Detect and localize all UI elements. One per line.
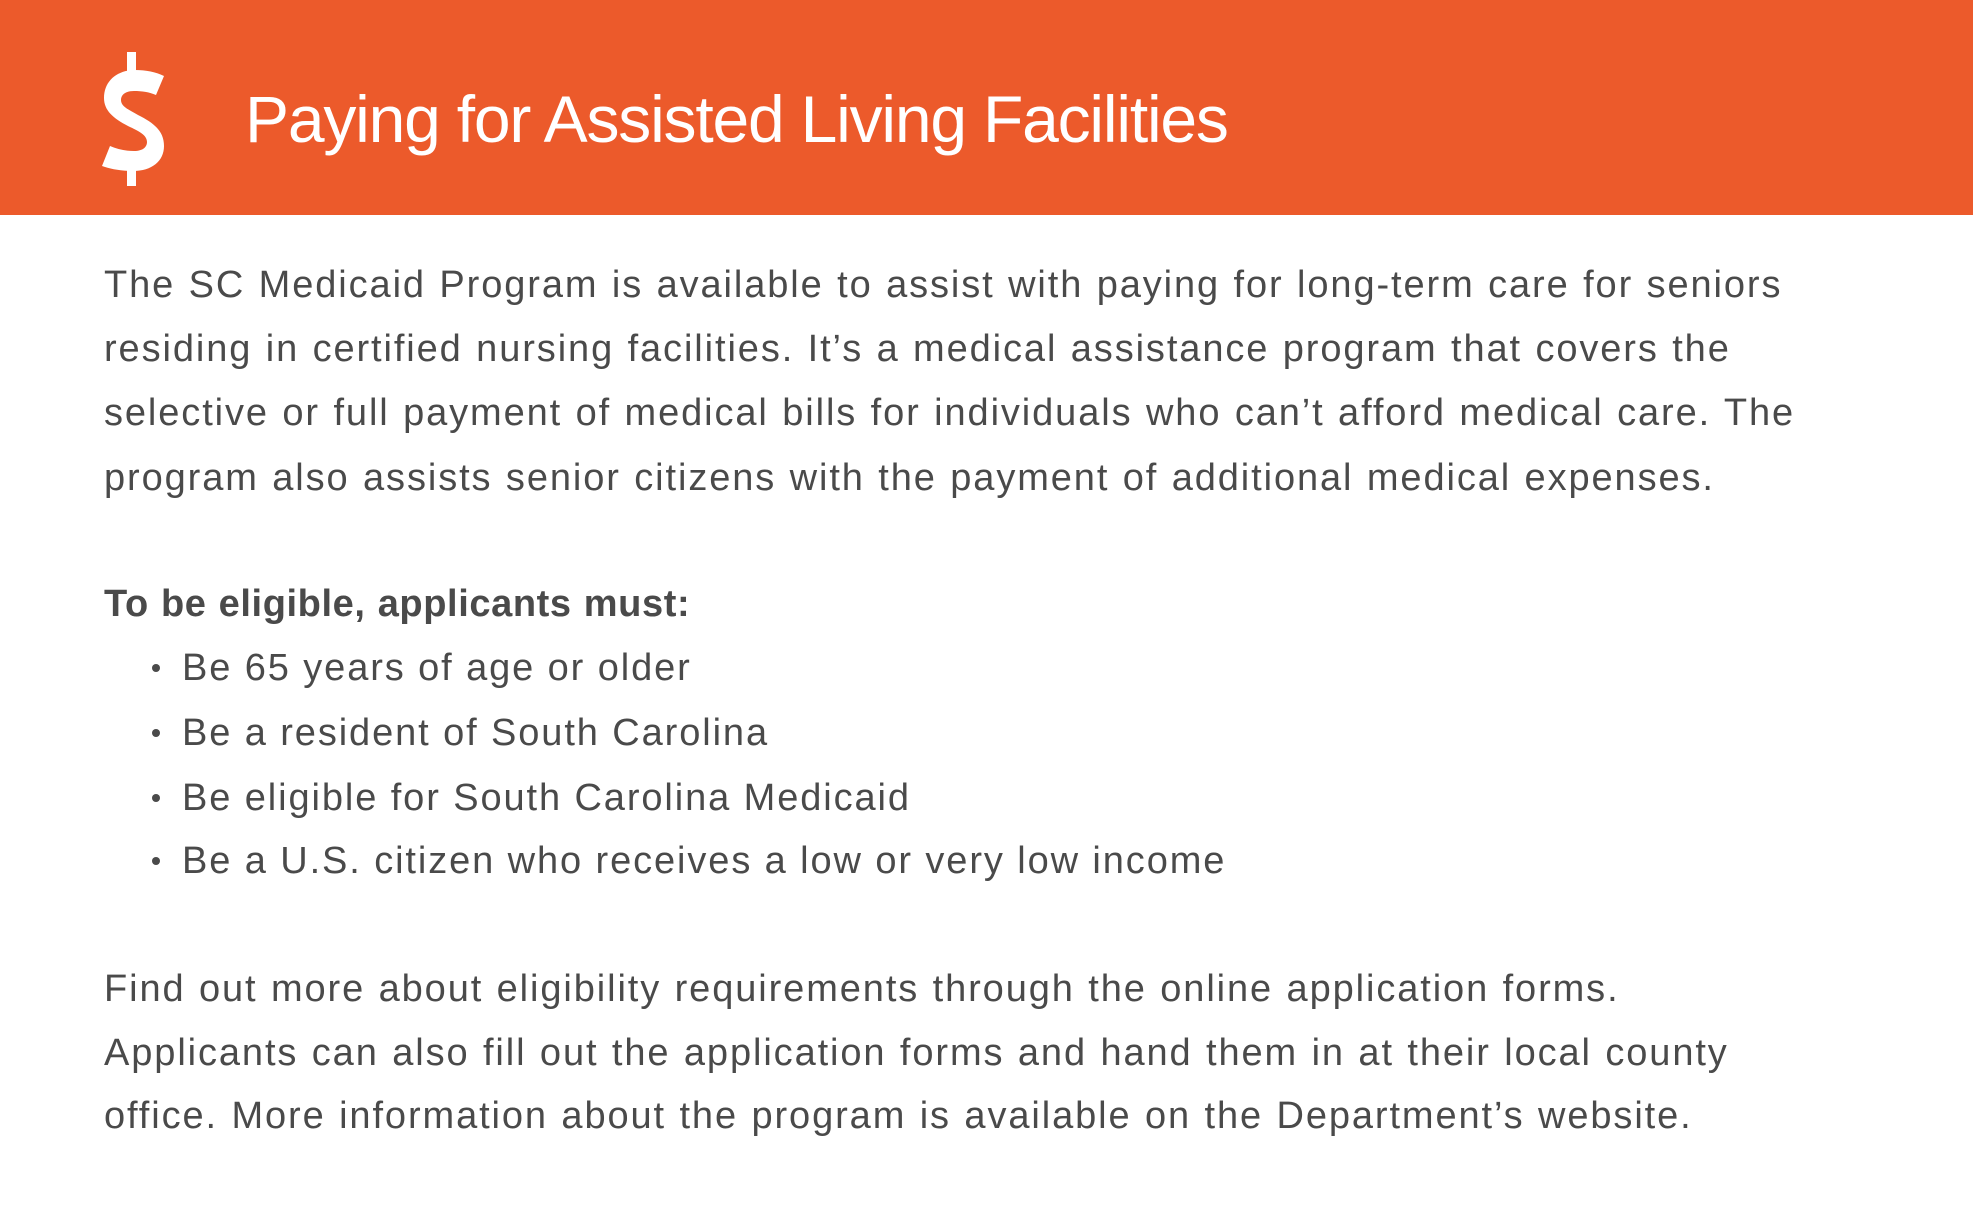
closing-line: Applicants can also fill out the application forms and hand them in at their local county — [104, 1032, 1729, 1074]
closing-line: Find out more about eligibility requirements through the online application forms. — [104, 968, 1620, 1010]
list-item-text: Be a resident of South Carolina — [182, 712, 770, 754]
list-item-text: Be eligible for South Carolina Medicaid — [182, 777, 911, 819]
bullet-icon — [152, 664, 160, 672]
page-title: Paying for Assisted Living Facilities — [245, 82, 1228, 156]
dollar-sign-icon — [94, 48, 174, 188]
eligibility-heading: To be eligible, applicants must: — [104, 583, 691, 625]
bullet-icon — [152, 729, 160, 737]
closing-line: office. More information about the program is available on the Department’s website. — [104, 1095, 1693, 1137]
bullet-icon — [152, 857, 160, 865]
intro-line: residing in certified nursing facilities. It’s a medical assistance program that covers the — [104, 328, 1731, 370]
intro-line: The SC Medicaid Program is available to assist with paying for long-term care for seniors — [104, 264, 1783, 306]
list-item-text: Be a U.S. citizen who receives a low or very low income — [182, 840, 1227, 882]
intro-line: selective or full payment of medical bills for individuals who can’t afford medical care. The — [104, 392, 1796, 434]
header-banner — [0, 0, 1973, 215]
intro-line: program also assists senior citizens with the payment of additional medical expenses. — [104, 457, 1715, 499]
list-item-text: Be 65 years of age or older — [182, 647, 692, 689]
bullet-icon — [152, 794, 160, 802]
